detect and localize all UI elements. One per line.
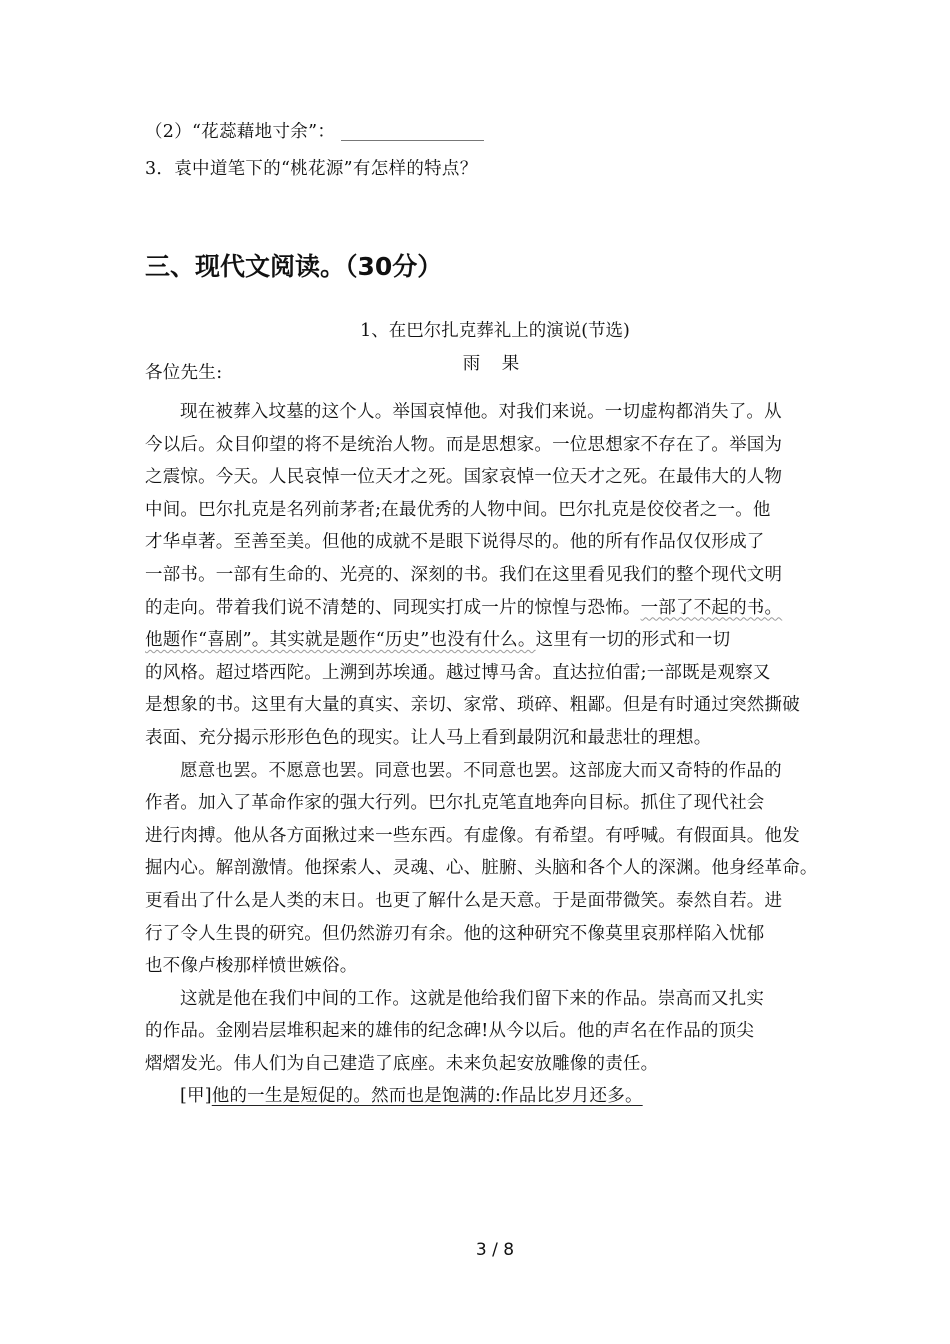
text-segment: 这里有一切的形式和一切	[535, 630, 731, 651]
paragraph-line: 表面、充分揭示形形色色的现实。让人马上看到最阴沉和最悲壮的理想。	[145, 727, 712, 748]
paragraph-line: 行了令人生畏的研究。但仍然游刃有余。他的这种研究不像莫里哀那样陷入忧郁	[145, 923, 765, 944]
paragraph-line: 作者。加入了革命作家的强大行列。巴尔扎克笔直地奔向目标。抓住了现代社会	[145, 793, 765, 814]
paragraph-line: 进行肉搏。他从各方面揪过来一些东西。有虚像。有希望。有呼喊。有假面具。他发	[145, 825, 800, 846]
question-2-item	[145, 121, 825, 143]
paragraph-line: 一部书。一部有生命的、光亮的、深刻的书。我们在这里看见我们的整个现代文明	[145, 564, 783, 585]
paragraph-line	[145, 1080, 825, 1113]
paragraph-line: 这就是他在我们中间的工作。这就是他给我们留下来的作品。崇高而又扎实	[180, 988, 765, 1009]
wavy-underlined-text: 一部了不起的书。	[640, 597, 783, 618]
paragraph-line: 愿意也罢。不愿意也罢。同意也罢。不同意也罢。这部庞大而又奇特的作品的	[180, 760, 782, 781]
paragraph-line: 今以后。众目仰望的将不是统治人物。而是思想家。一位思想家不存在了。举国为	[145, 434, 783, 455]
article-body	[145, 396, 825, 1113]
article-author: 雨 果	[462, 354, 528, 374]
paragraph-line: 现在被葬入坟墓的这个人。举国哀悼他。对我们来说。一切虚构都消失了。从	[180, 402, 782, 422]
paragraph-line: 中间。巴尔扎克是名列前茅者;在最优秀的人物中间。巴尔扎克是佼佼者之一。他	[145, 499, 771, 520]
article-title: 1、在巴尔扎克葬礼上的演说(节选)	[360, 321, 630, 341]
question-2-prompt: （2）“花蕊藉地寸余”：	[145, 122, 336, 142]
paragraph-line: 的作品。金刚岩层堆积起来的雄伟的纪念碑!从今以后。他的声名在作品的顶尖	[145, 1021, 755, 1042]
paragraph-line: 才华卓著。至善至美。但他的成就不是眼下说得尽的。他的所有作品仅仅形成了	[145, 532, 765, 553]
page-number: 3 / 8	[475, 1240, 515, 1260]
wavy-underlined-text: 他题作“喜剧”。其实就是题作“历史”也没有什么。	[145, 630, 536, 651]
text-segment: 的走向。带着我们说不清楚的、同现实打成一片的惊惶与恐怖。	[145, 597, 641, 618]
paragraph-line: 熠熠发光。伟人们为自己建造了底座。未来负起安放雕像的责任。	[145, 1053, 659, 1074]
answer-blank	[341, 139, 484, 141]
paragraph-line	[145, 624, 825, 657]
paragraph-line: 是想象的书。这里有大量的真实、亲切、家常、琐碎、粗鄙。但是有时通过突然撕破	[145, 695, 800, 716]
paragraph-line: 之震惊。今天。人民哀悼一位天才之死。国家哀悼一位天才之死。在最伟大的人物	[145, 467, 783, 488]
question-3: 3．袁中道笔下的“桃花源”有怎样的特点？	[145, 159, 478, 179]
paragraph-line: 掘内心。解剖激情。他探索人、灵魂、心、脏腑、头脑和各个人的深渊。他身经革命。	[145, 858, 818, 879]
underlined-sentence: 他的一生是短促的。然而也是饱满的:作品比岁月还多。	[211, 1086, 643, 1107]
paragraph-line	[145, 592, 825, 625]
salutation: 各位先生:	[145, 363, 223, 383]
paragraph-line: 更看出了什么是人类的末日。也更了解什么是天意。于是面带微笑。泰然自若。进	[145, 890, 783, 911]
paragraph-line: 的风格。超过塔西陀。上溯到苏埃通。越过博马舍。直达拉伯雷;一部既是观察又	[145, 662, 771, 683]
section-title: 三、现代文阅读。（30分）	[145, 252, 443, 281]
label-jia: [甲]	[180, 1086, 212, 1107]
paragraph-line: 也不像卢梭那样愤世嫉俗。	[145, 956, 358, 977]
